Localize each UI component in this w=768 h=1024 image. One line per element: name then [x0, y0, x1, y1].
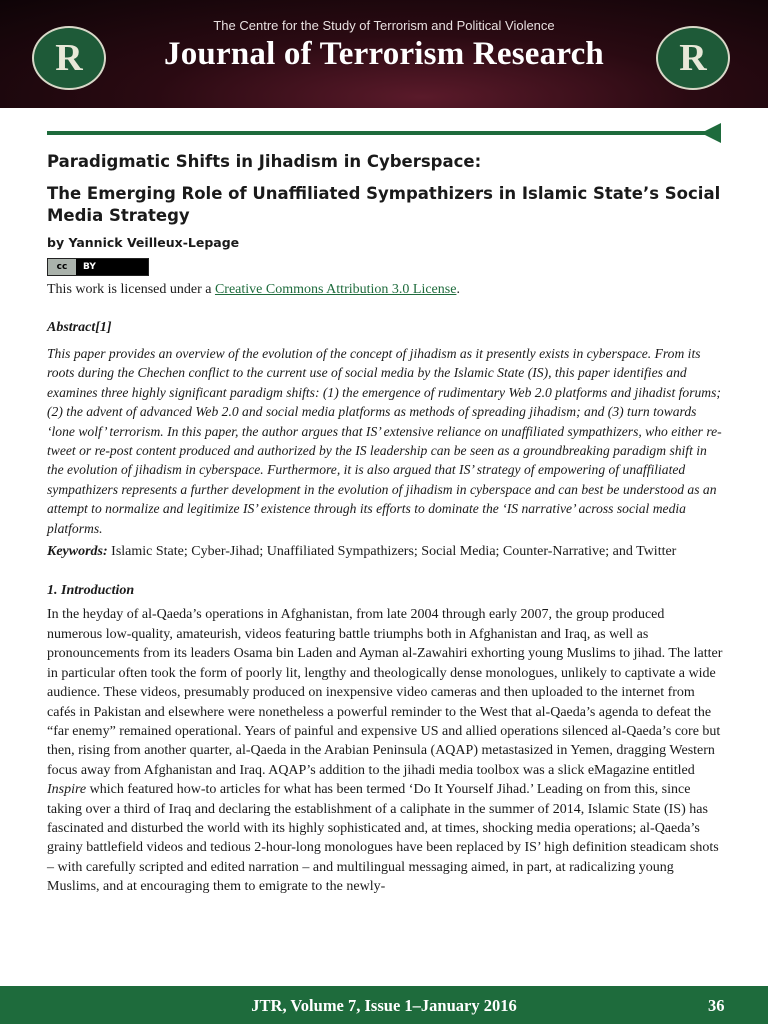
- license-suffix: .: [456, 282, 460, 297]
- journal-header: [0, 0, 768, 108]
- author-byline: by Yannick Veilleux-Lepage: [47, 235, 240, 250]
- section-heading: 1. Introduction: [47, 583, 135, 599]
- header-divider: [47, 131, 707, 135]
- cc-license-badge[interactable]: [47, 258, 149, 276]
- license-prefix: This work is licensed under a: [47, 282, 215, 297]
- article-subtitle: The Emerging Role of Unaffiliated Sympathizers in Islamic State’s Social Media Strategy: [47, 184, 721, 225]
- abstract-heading: Abstract[1]: [47, 320, 112, 335]
- license-link[interactable]: Creative Commons Attribution 3.0 License: [214, 282, 457, 297]
- keywords-label: Keywords:: [47, 544, 108, 560]
- intro-paragraph: [47, 605, 723, 896]
- intro-text-2: which featured how-to articles for what has been termed ‘Do It Yourself Jihad.’ Leading on from this, since taking over a third of Iraq and declaring the establishment of a caliphate in the summer of 2014, Islamic State (IS) has fascinated and disturbed the world with its highly sophisticated and, at times, shocking media operations; al-Qaeda’s grainy battlefield videos and tedious 2-hour-long monologues have been replaced by IS’ high definition steadicam shots – with carefully scripted and edited narration – and multilingual messaging aimed, in part, at radicalizing young Muslims, and at encouraging them to emigrate to the newly-: [47, 782, 719, 895]
- article-title: Paradigmatic Shifts in Jihadism in Cyberspace:: [47, 152, 482, 171]
- keywords: [47, 542, 723, 561]
- cc-by-label: BY: [83, 262, 96, 272]
- issue-info: JTR, Volume 7, Issue 1–January 2016: [251, 996, 517, 1015]
- intro-text-1: In the heyday of al-Qaeda’s operations in Afghanistan, from late 2004 through early 2007, the group produced numerous low-quality, amateurish, videos featuring battle triumphs both in Afghanistan and Iraq, as well as pronouncements from its leaders Osama bin Laden and Ayman al-Zawahiri exhorting young Muslims to jihad. The latter in particular often took the form of poorly lit, lengthy and theologically dense monologues, unlikely to captivate a wide audience. These videos, presumably produced on inexpensive video cameras and then uploaded to the internet from cafés in Pakistan and elsewhere were nonetheless a powerful reminder to the West that al-Qaeda’s agenda to defeat the “far enemy” remained operational. Years of painful and expensive US and allied operations silenced al-Qaeda’s core but then, rising from another quarter, al-Qaeda in the Arabian Peninsula (AQAP) metastasized in Yemen, dragging Western focus away from Afghanistan and Iraq. AQAP’s addition to the jihadi media toolbox was a slick eMagazine entitled: [47, 607, 723, 778]
- license-statement: [47, 282, 723, 298]
- article-body: [47, 152, 723, 897]
- divider-arrow-icon: [701, 123, 721, 143]
- intro-italic: Inspire: [47, 782, 87, 798]
- logo-letter: R: [55, 37, 83, 79]
- logo-letter: R: [679, 37, 707, 79]
- abstract-text: This paper provides an overview of the evolution of the concept of jihadism as it presently exists in cyberspace. From its roots during the Chechen conflict to the current use of social media by the Islamic State (IS), this paper identifies and examines three highly significant paradigm shifts: (1) the emergence of rudimentary Web 2.0 platforms and jihadist forums; (2) the advent of advanced Web 2.0 and social media platforms as methods of spreading jihadism; and (3) turn towards ‘lone wolf’ terrorism. In this paper, the author argues that IS’ extensive reliance on unaffiliated sympathizers, who either re-tweet or re-post content produced and authorized by the IS leadership can be seen as a groundbreaking paradigm shift in the evolution of jihadism in cyberspace. Furthermore, it is also argued that IS’ strategy of empowering of unaffiliated sympathizers represents a further development in the evolution of jihadism in cyberspace and can best be understood as an attempt to normalize and legitimize IS’ existence through its efforts to dominate the ‘IS narrative’ across social media platforms.: [47, 346, 722, 536]
- journal-title: Journal of Terrorism Research: [164, 36, 604, 72]
- page-footer: [0, 986, 768, 1024]
- jtr-seal-icon: [656, 26, 730, 90]
- page-number: 36: [708, 996, 725, 1015]
- keywords-list: Islamic State; Cyber-Jihad; Unaffiliated Sympathizers; Social Media; Counter-Narrative; and Twitter: [107, 544, 677, 560]
- cc-icon: cc: [48, 259, 77, 275]
- centre-name: The Centre for the Study of Terrorism and Political Violence: [213, 18, 555, 33]
